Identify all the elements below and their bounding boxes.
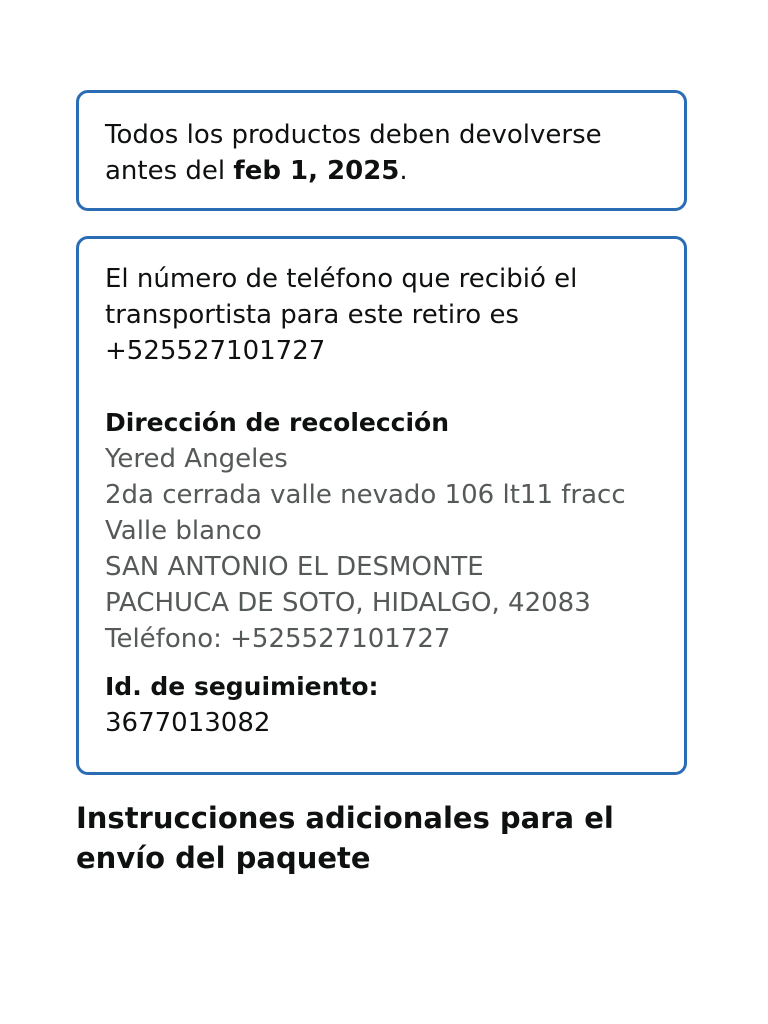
address-phone: Teléfono: +525527101727 — [105, 624, 451, 654]
return-deadline-date: feb 1, 2025 — [233, 156, 400, 186]
return-deadline-suffix: . — [399, 156, 408, 186]
address-city-state-zip: PACHUCA DE SOTO, HIDALGO, 42083 — [105, 588, 591, 618]
address-street: 2da cerrada valle nevado 106 lt11 fracc — [105, 480, 626, 510]
address-name: Yered Angeles — [105, 444, 288, 474]
pickup-details-card — [76, 236, 687, 775]
pickup-address-heading: Dirección de recolección — [105, 408, 450, 437]
return-deadline-text — [105, 117, 658, 189]
spacer — [105, 657, 658, 669]
pickup-address — [105, 441, 658, 657]
additional-instructions-title: Instrucciones adicionales para el envío del paquete — [76, 801, 614, 875]
address-neighborhood: Valle blanco — [105, 516, 262, 546]
spacer — [105, 369, 658, 405]
carrier-phone-notice: El número de teléfono que recibió el transportista para este retiro es +525527101727 — [105, 264, 578, 366]
return-deadline-prefix: Todos los productos deben devolverse antes del — [105, 120, 602, 186]
tracking-id-value: 3677013082 — [105, 708, 271, 738]
address-locality: SAN ANTONIO EL DESMONTE — [105, 552, 484, 582]
return-deadline-card — [76, 90, 687, 211]
tracking-id-heading: Id. de seguimiento: — [105, 672, 379, 701]
